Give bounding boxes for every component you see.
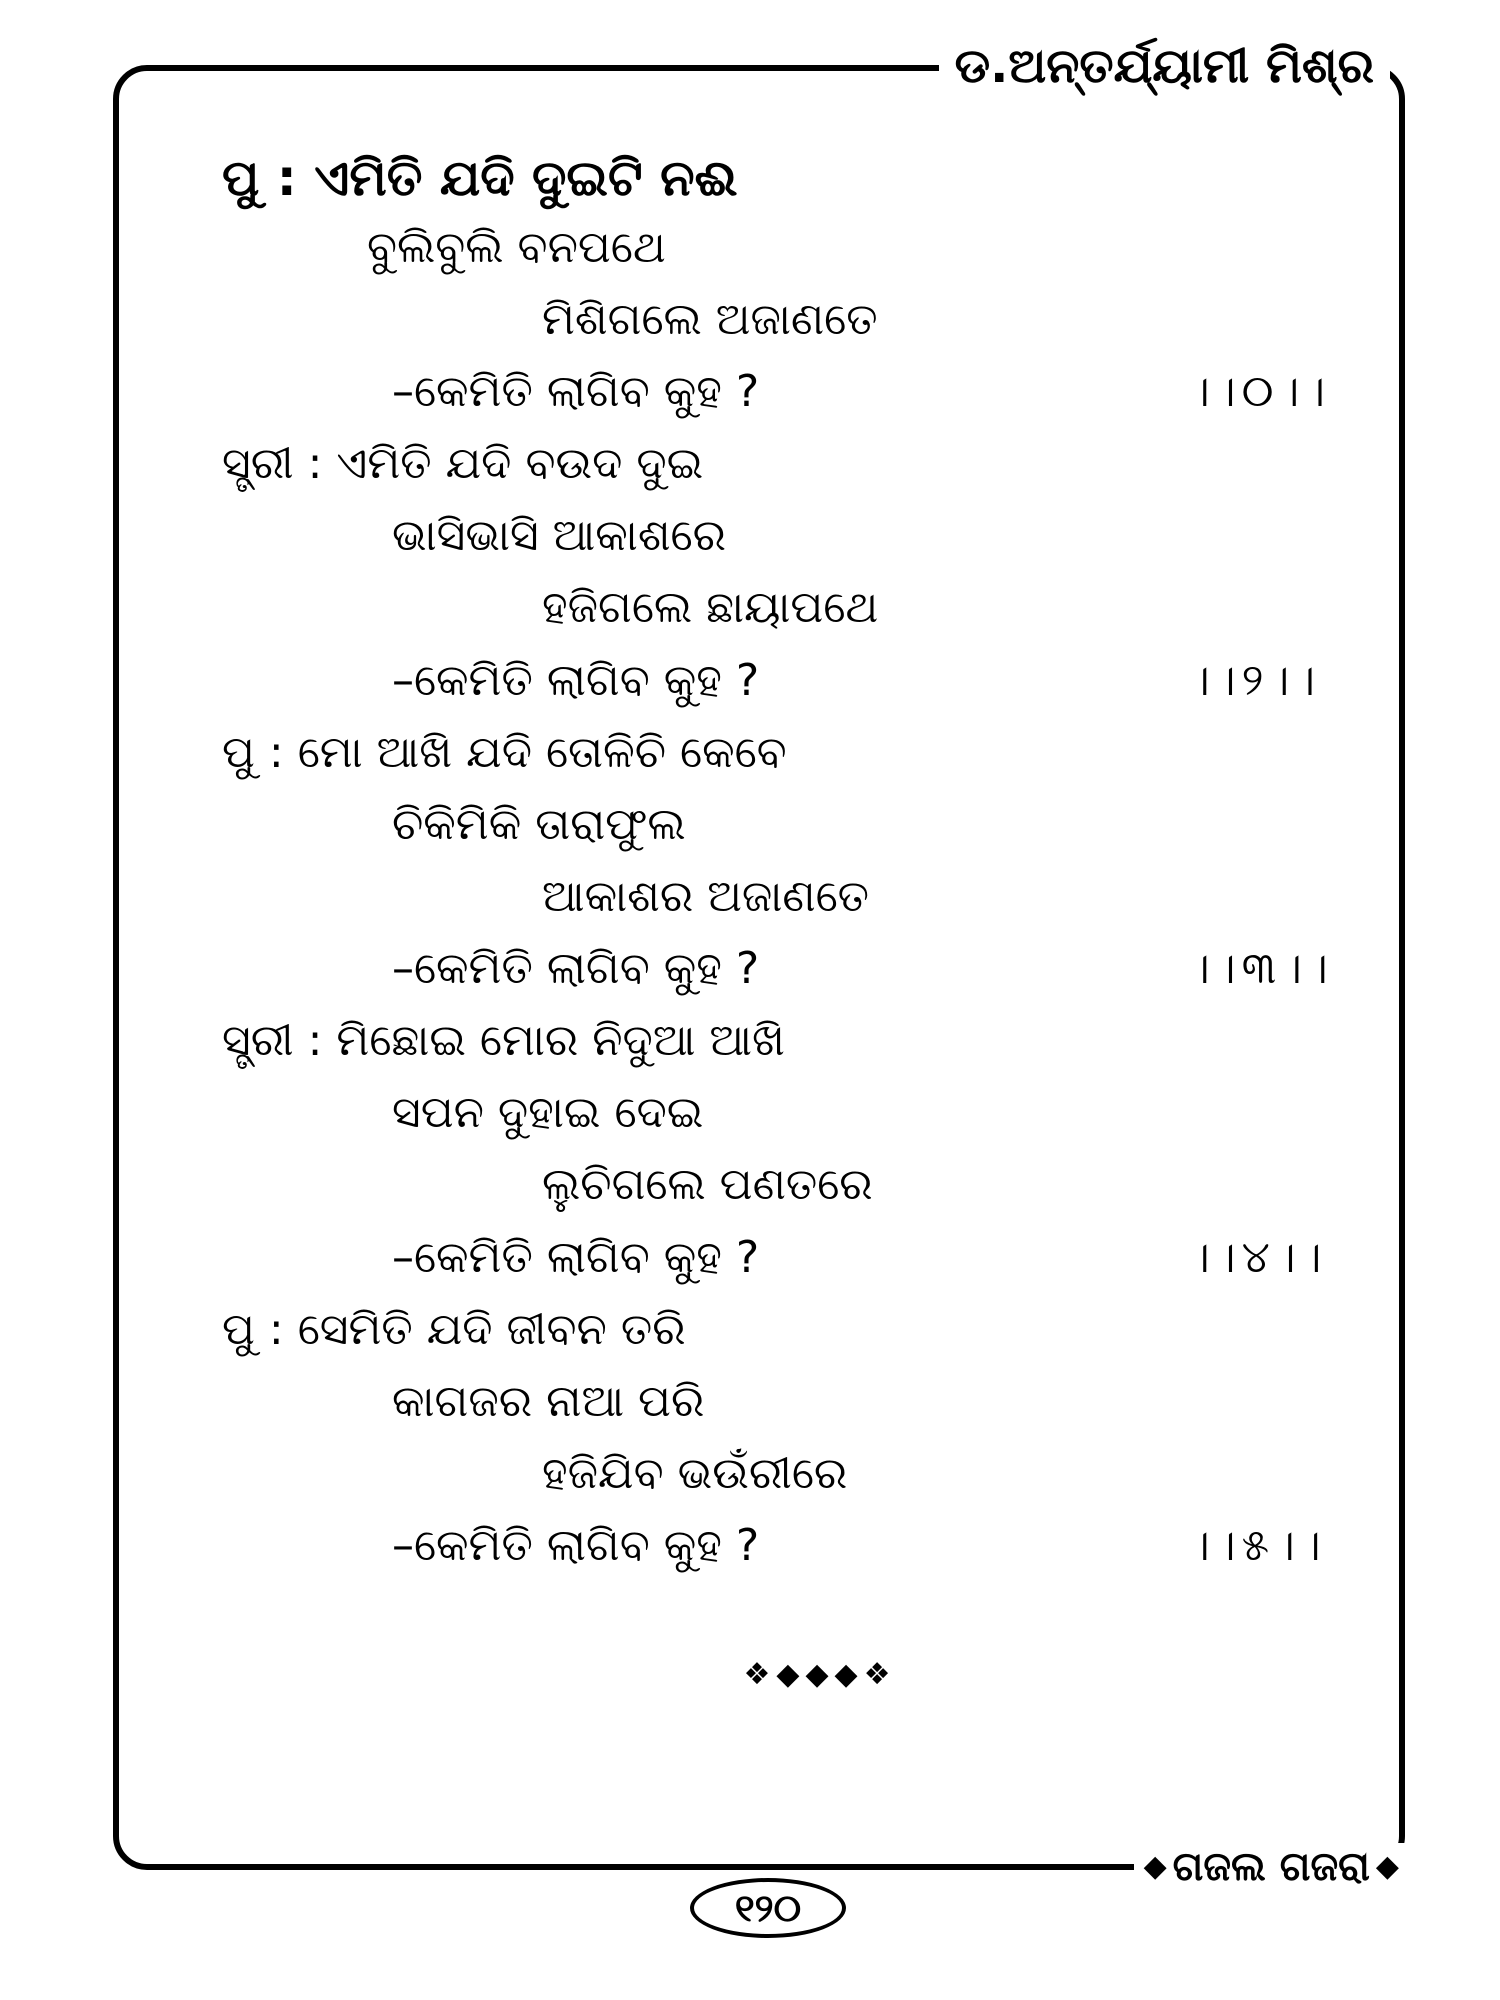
stanza-1-speaker-line: ପୁ : ଏମିତି ଯଦି ଦୁଇଟି ନଈ — [222, 149, 738, 207]
stanza-3-line-3: ଆକାଶର ଅଜାଣତେ — [542, 871, 870, 922]
stanza-2-line-2: ଭାସିଭାସି ଆକାଶରେ — [392, 510, 726, 561]
stanza-4-line-2: ସପନ ଦୁହାଇ ଦେଇ — [392, 1087, 704, 1138]
book-title: ଗଜଲ ଗଜରା — [1172, 1844, 1370, 1890]
stanza-3-speaker-line: ପୁ : ମୋ ଆଖି ଯଦି ତୋଳିଚି କେବେ — [222, 727, 787, 778]
stanza-1-number: ।।୦।। — [1190, 366, 1332, 417]
stanza-2-refrain: –କେମିତି ଲାଗିବ କୁହ ? — [392, 655, 760, 706]
stanza-3-line-2: ଚିକିମିକି ତାରାଫୁଲ — [392, 799, 686, 850]
stanza-3-number: ।।୩।। — [1190, 943, 1334, 994]
stanza-5-number: ।।୫।। — [1190, 1520, 1327, 1571]
stanza-2-line-3: ହଜିଗଲେ ଛାୟାପଥେ — [542, 582, 879, 633]
stanza-2-speaker-line: ସ୍ତ୍ରୀ : ଏମିତି ଯଦି ବଉଦ ଦୁଇ — [222, 438, 704, 489]
stanza-1-refrain: –କେମିତି ଲାଗିବ କୁହ ? — [392, 366, 760, 417]
author-name: ଡ.ଅନ୍ତର୍ଯ୍ୟାମୀ ମିଶ୍ର — [939, 38, 1390, 94]
stanza-1-line-3: ମିଶିଗଲେ ଅଜାଣତେ — [542, 294, 878, 345]
diamond-left-icon: ◆ — [1143, 1849, 1167, 1884]
stanza-5-refrain: –କେମିତି ଲାଗିବ କୁହ ? — [392, 1520, 760, 1571]
stanza-4-line-3: ଲୁଚିଗଲେ ପଣତରେ — [542, 1159, 873, 1210]
stanza-2-number: ।।୨।। — [1190, 655, 1322, 706]
stanza-5-line-2: କାଗଜର ନାଆ ପରି — [392, 1376, 705, 1427]
stanza-5-line-3: ହଜିଯିବ ଭଉଁରୀରେ — [542, 1448, 848, 1499]
book-title-footer — [1134, 1843, 1405, 1891]
stanza-5-speaker-line: ପୁ : ସେମିତି ଯଦି ଜୀବନ ତରି — [222, 1304, 686, 1355]
page-number: ୧୨୦ — [690, 1878, 846, 1938]
stanza-4-speaker-line: ସ୍ତ୍ରୀ : ମିଛୋଇ ମୋର ନିଦୁଆ ଆଖି — [222, 1015, 785, 1066]
diamond-right-icon: ◆ — [1375, 1849, 1399, 1884]
stanza-4-number: ।।୪।। — [1190, 1232, 1328, 1283]
stanza-4-refrain: –କେମିତି ଲାଗିବ କୁହ ? — [392, 1232, 760, 1283]
stanza-1-line-2: ବୁଲିବୁଲି ବନପଥେ — [367, 222, 666, 273]
section-end-ornament: ❖◆◆◆❖ — [743, 1657, 897, 1692]
stanza-3-refrain: –କେମିତି ଲାଗିବ କୁହ ? — [392, 943, 760, 994]
